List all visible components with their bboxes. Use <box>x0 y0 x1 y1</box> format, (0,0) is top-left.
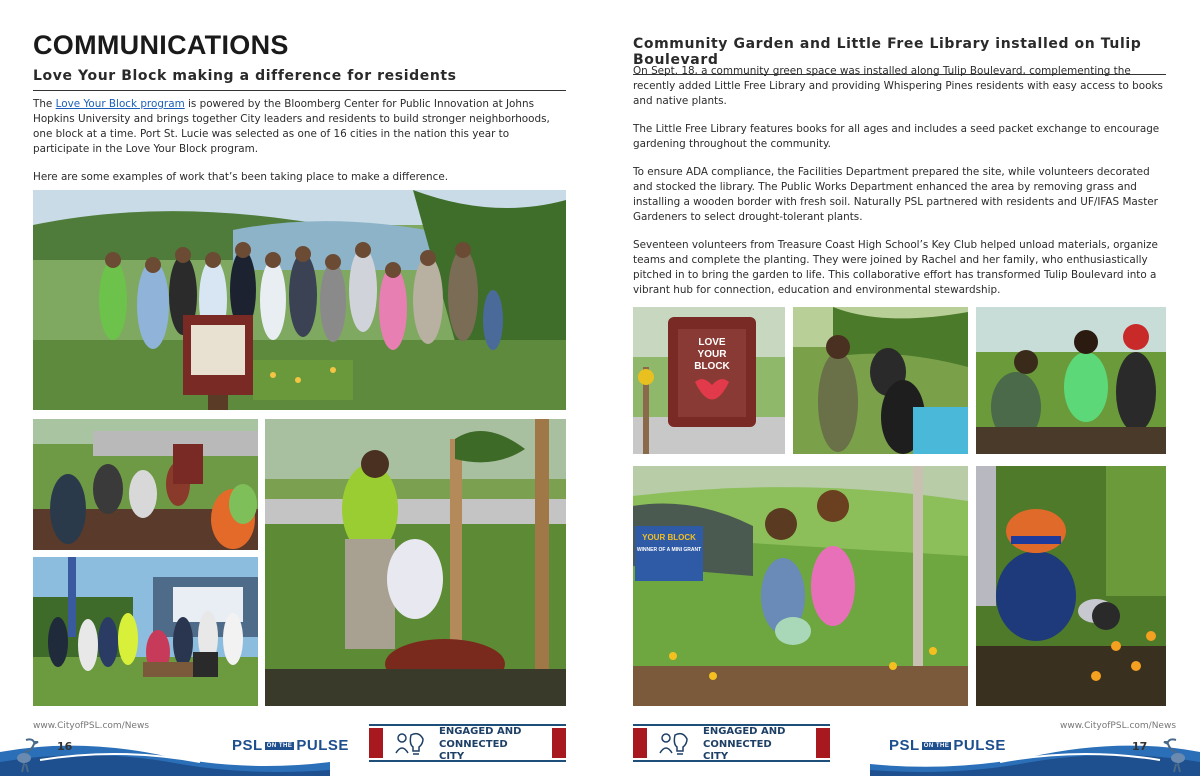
badge-line: CITY <box>703 751 729 762</box>
badge-line: CONNECTED <box>439 738 508 750</box>
page-number: 16 <box>57 740 73 753</box>
right-page <box>600 0 1200 776</box>
left-paragraph-2: Here are some examples of work that’s been taking place to make a difference. <box>33 171 449 183</box>
paragraph-text: The <box>33 98 56 110</box>
right-heading: Community Garden and Little Free Library installed on Tulip Boulevard <box>633 36 1166 75</box>
badge-line: CITY <box>439 751 465 762</box>
footer-url[interactable]: www.CityofPSL.com/News <box>33 721 150 731</box>
lightbulb-people-icon <box>393 731 429 757</box>
teens-planting-photo <box>976 307 1166 454</box>
planting-volunteers-photo <box>33 419 258 550</box>
library-sign-text: YOUR <box>697 349 727 360</box>
engaged-city-badge <box>369 724 566 762</box>
badge-line: ENGAGED AND <box>439 726 522 737</box>
library-sign-text: BLOCK <box>694 361 730 372</box>
love-your-block-link[interactable]: Love Your Block program <box>55 98 185 110</box>
lightbulb-people-icon <box>657 731 693 757</box>
heron-icon <box>8 736 44 774</box>
heron-icon <box>1158 736 1194 774</box>
left-body <box>33 97 568 198</box>
library-sign-text: LOVE <box>698 337 726 348</box>
badge-bar <box>369 728 383 758</box>
logo-word: PULSE <box>296 737 349 754</box>
psl-pulse-logo <box>232 737 349 754</box>
group-photo <box>33 190 566 410</box>
group-bench-photo <box>33 557 258 706</box>
paragraph-text: is powered by the Bloomberg Center for Public Innovation at Johns Hopkins University and brings together City leaders and residents to build stronger neighborhoods, one block at a time. Port St. Lucie was selected as one of 16 cities in the nation this year to participate in the Love Your Block program. <box>33 98 550 155</box>
logo-word: PULSE <box>953 737 1006 754</box>
left-heading: Love Your Block making a difference for residents <box>33 68 566 91</box>
badge-text <box>439 726 549 764</box>
right-body <box>633 64 1168 311</box>
footer-url[interactable]: www.CityofPSL.com/News <box>1060 721 1177 731</box>
badge-bar <box>633 728 647 758</box>
badge-text <box>703 726 813 764</box>
logo-word: PSL <box>889 737 920 754</box>
mulch-worker-photo <box>265 419 566 706</box>
badge-bar <box>816 728 830 758</box>
logo-word: PSL <box>232 737 263 754</box>
banner-text: WINNER OF A MINI GRANT <box>636 547 702 553</box>
right-paragraph: Seventeen volunteers from Treasure Coast High School’s Key Club helped unload materials, organize teams and complete the planting. They were joined by Rachel and her family, who enthusiastically pitched in to bring the garden to life. This collaborative effort has transformed Tulip Boulevard into a vibrant hub for connection, education and environmental stewardship. <box>633 239 1158 296</box>
badge-line: CONNECTED <box>703 738 772 750</box>
right-paragraph: The Little Free Library features books for all ages and includes a seed packet exchange to encourage gardening throughout the community. <box>633 123 1160 150</box>
section-title: COMMUNICATIONS <box>33 30 289 60</box>
badge-line: ENGAGED AND <box>703 726 786 737</box>
banner-text: YOUR BLOCK <box>642 533 696 542</box>
left-paragraph-1 <box>33 97 568 157</box>
badge-bar <box>552 728 566 758</box>
right-paragraph: On Sept. 18, a community green space was installed along Tulip Boulevard, complementing the recently added Little Free Library and providing Whispering Pines residents with easy access to books and native plants. <box>633 65 1163 107</box>
engaged-city-badge <box>633 724 830 762</box>
pot-volunteer-photo <box>793 307 968 454</box>
logo-middle: ON THE <box>923 743 950 750</box>
woman-planting-photo <box>976 466 1166 706</box>
kids-watering-photo <box>633 466 968 706</box>
logo-middle: ON THE <box>266 743 293 750</box>
psl-pulse-logo <box>889 737 1006 754</box>
right-paragraph: To ensure ADA compliance, the Facilities Department prepared the site, while volunteers decorated and stocked the library. The Public Works Department enhanced the area by removing grass and installing a wooden border with fresh soil. Naturally PSL partnered with residents and UF/IFAS Master Gardeners to select drought-tolerant plants. <box>633 166 1158 223</box>
page-number: 17 <box>1132 740 1148 753</box>
library-box-photo <box>633 307 785 454</box>
